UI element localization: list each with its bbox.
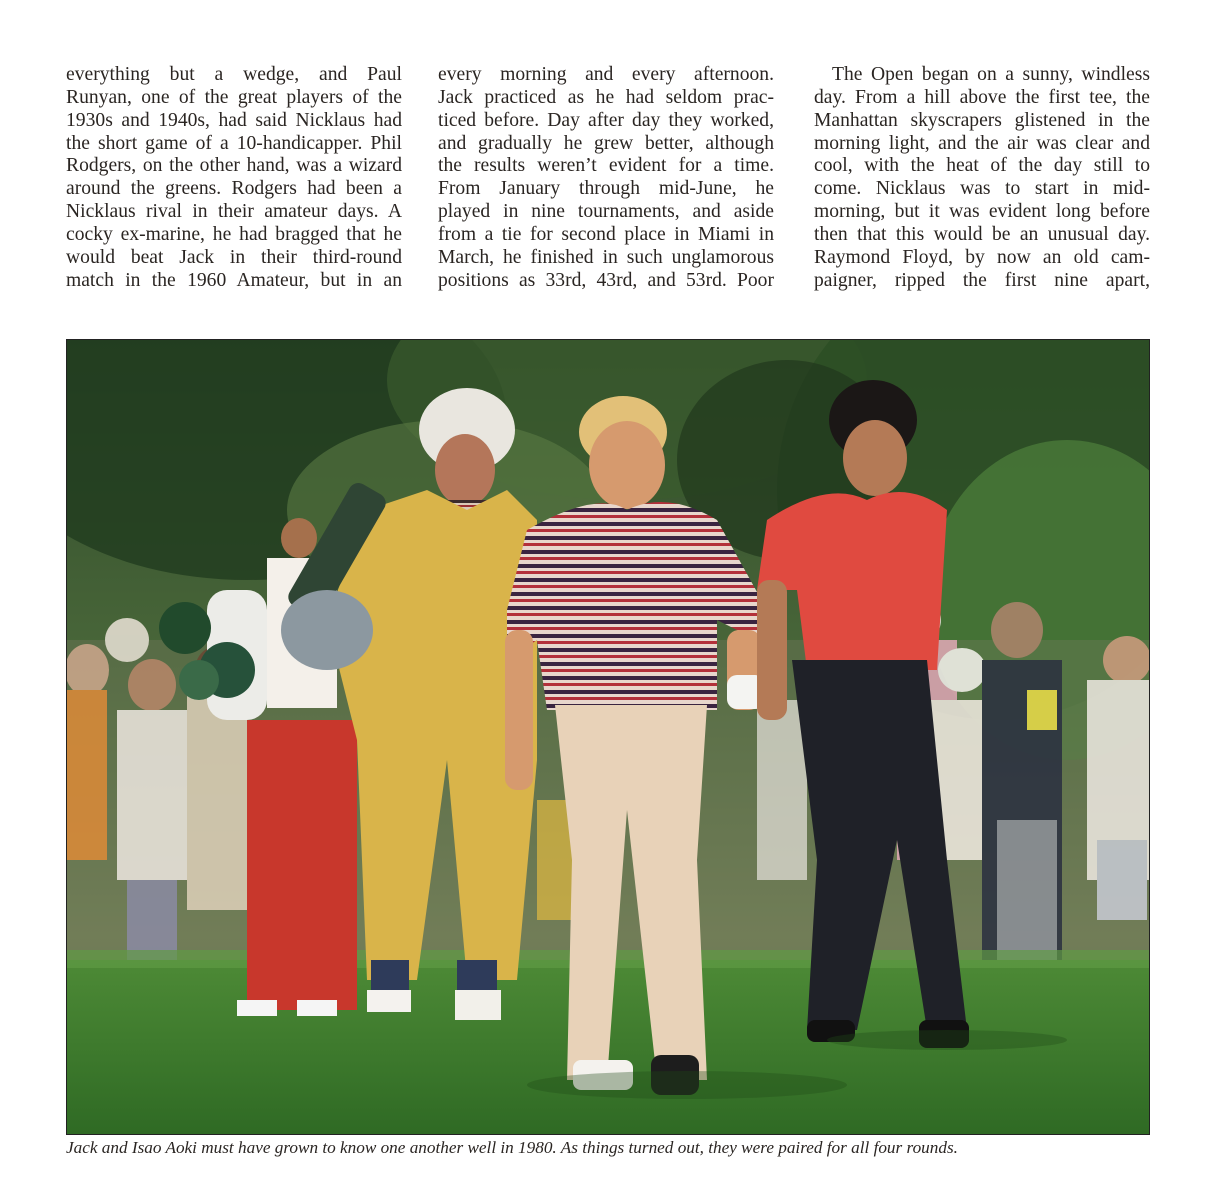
text-line: morning light, and the air was clear and — [814, 132, 1150, 154]
text-line: the results weren’t evident for a time. — [438, 155, 774, 177]
text-line: morning, but it was evident long before — [814, 201, 1150, 223]
text-line: March, he finished in such unglamorous — [438, 246, 774, 268]
text-column-3 — [814, 64, 1150, 292]
text-line: paigner, ripped the first nine apart, — [814, 269, 1150, 291]
text-line: match in the 1960 Amateur, but in an — [66, 269, 402, 291]
text-line: cocky ex-marine, he had bragged that he — [66, 223, 402, 245]
text-column-2 — [438, 64, 774, 292]
text-line: Jack practiced as he had seldom prac- — [438, 86, 774, 108]
text-line: played in nine tournaments, and aside — [438, 201, 774, 223]
text-line: and gradually he grew better, although — [438, 132, 774, 154]
text-line: come. Nicklaus was to start in mid- — [814, 178, 1150, 200]
text-line: Runyan, one of the great players of the — [66, 86, 402, 108]
text-line: Rodgers, on the other hand, was a wizard — [66, 155, 402, 177]
text-line: ticed before. Day after day they worked, — [438, 109, 774, 131]
photo-caption: Jack and Isao Aoki must have grown to know one another well in 1980. As things turned out, they were paired for all four rounds. — [66, 1138, 958, 1157]
text-line: Nicklaus rival in their amateur days. A — [66, 201, 402, 223]
text-line: everything but a wedge, and Paul — [66, 64, 402, 85]
text-column-1 — [66, 64, 402, 292]
text-line: the short game of a 10-handicapper. Phil — [66, 132, 402, 154]
text-line: around the greens. Rodgers had been a — [66, 178, 402, 200]
text-line: every morning and every afternoon. — [438, 64, 774, 85]
text-line: day. From a hill above the first tee, the — [814, 86, 1150, 108]
text-line: Manhattan skyscrapers glistened in the — [814, 109, 1150, 131]
golf-photo-illustration — [67, 340, 1149, 1134]
text-line: Raymond Floyd, by now an old cam- — [814, 246, 1150, 268]
text-line: then that this would be an unusual day. — [814, 223, 1150, 245]
text-line: 1930s and 1940s, had said Nicklaus had — [66, 109, 402, 131]
text-line: positions as 33rd, 43rd, and 53rd. Poor — [438, 269, 774, 291]
text-line: would beat Jack in their third-round — [66, 246, 402, 268]
text-line: from a tie for second place in Miami in — [438, 223, 774, 245]
text-line: cool, with the heat of the day still to — [814, 155, 1150, 177]
text-line: The Open began on a sunny, windless — [832, 64, 1150, 85]
golf-photo — [66, 339, 1150, 1135]
text-line: From January through mid-June, he — [438, 178, 774, 200]
